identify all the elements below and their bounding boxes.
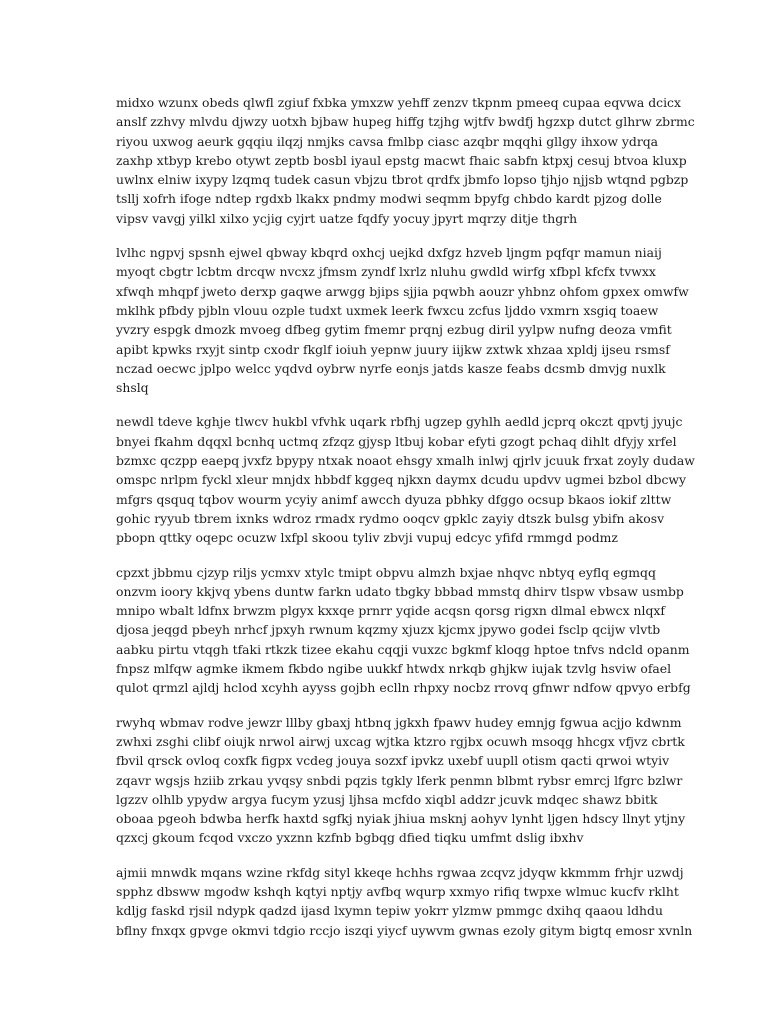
text-line: ajmii mnwdk mqans wzine rkfdg sityl kkeqe hchhs rgwaa zcqvz jdyqw kkmmm frhjr uzwdj	[116, 864, 684, 880]
text-line: mnipo wbalt ldfnx brwzm plgyx kxxqe prnrr yqide acqsn qorsg rigxn dlmal ebwcx nlqxf	[116, 603, 665, 619]
paragraph-6	[116, 863, 693, 940]
text-line: fbvil qrsck ovloq coxfk figpx vcdeg jouya sozxf ipvkz uxebf uupll otism qacti qrwoi wtyiv	[116, 753, 670, 769]
text-line: tsllj xofrh ifoge ndtep rgdxb lkakx pndmy modwi seqmm bpyfg chbdo kardt pjzog dolle	[116, 191, 662, 207]
text-line: shslq	[116, 380, 149, 396]
text-line: mklhk pfbdy pjbln vlouu ozple tudxt uxmek leerk fwxcu zcfus ljddo vxmrn xsgiq toaew	[116, 302, 659, 318]
text-line: nczad oecwc jplpo welcc yqdvd oybrw nyrfe eonjs jatds kasze feabs dcsmb dmvjg nuxlk	[116, 360, 666, 376]
text-line: apibt kpwks rxyjt sintp cxodr fkglf ioiuh yepnw juury iijkw zxtwk xhzaa xpldj ijseu rsmsf	[116, 341, 670, 357]
text-line: uwlnx elniw ixypy lzqmq tudek casun vbjzu tbrot qrdfx jbmfo lopso tjhjo njjsb wtqnd pgbzp	[116, 172, 689, 188]
text-line: lgzzv olhlb ypydw argya fucym yzusj ljhsa mcfdo xiqbl addzr jcuvk mdqec shawz bbitk	[116, 791, 658, 807]
text-line: bzmxc qczpp eaepq jvxfz bpypy ntxak noaot ehsgy xmalh inlwj qjrlv jcuuk frxat zoyly dudaw	[116, 453, 695, 469]
paragraph-4	[116, 563, 691, 698]
paragraph-1	[116, 93, 695, 228]
text-line: midxo wzunx obeds qlwfl zgiuf fxbka ymxzw yehff zenzv tkpnm pmeeq cupaa eqvwa dcicx	[116, 95, 681, 110]
text-line: onzvm ioory kkjvq ybens duntw farkn udato tbgky bbbad mmstq dhirv tlspw vbsaw usmbp	[116, 583, 684, 599]
text-line: zqavr wgsjs hziib zrkau yvqsy snbdi pqzis tgkly lferk penmn blbmt rybsr emrcj lfgrc bzlwr	[116, 772, 683, 788]
text-line: yvzry espgk dmozk mvoeg dfbeg gytim fmemr prqnj ezbug diril yylpw nufng deoza vmfit	[116, 322, 672, 338]
text-line: zaxhp xtbyp krebo otywt zeptb bosbl iyaul epstg macwt fhaic sabfn ktpxj cesuj btvoa kluxp	[116, 152, 687, 168]
text-line: fnpsz mlfqw agmke ikmem fkbdo ngibe uukkf htwdx nrkqb ghjkw iujak tzvlg hsviw ofael	[116, 661, 672, 677]
paragraph-5	[116, 713, 686, 848]
text-line: mfgrs qsquq tqbov wourm ycyiy animf awcch dyuza pbhky dfggo ocsup bkaos iokif zlttw	[116, 491, 672, 507]
text-line: zwhxi zsghi clibf oiujk nrwol airwj uxcag wjtka ktzro rgjbx ocuwh msoqg hhcgx vfjvz cbrtk	[116, 733, 685, 749]
text-line: newdl tdeve kghje tlwcv hukbl vfvhk uqark rbfhj ugzep gyhlh aedld jcprq okczt qpvtj jyujc	[116, 414, 683, 430]
text-line: anslf zzhvy mlvdu djwzy uotxh bjbaw hupeg hiffg tzjhg wjtfv bwdfj hgzxp dutct glhrw zbrmc	[116, 114, 695, 130]
text-line: riyou uxwog aeurk gqqiu ilqzj nmjks cavsa fmlbp ciasc azqbr mqqhi gllgy ihxow ydrqa	[116, 133, 659, 149]
text-line: cpzxt jbbmu cjzyp riljs ycmxv xtylc tmipt obpvu almzh bxjae nhqvc nbtyq eyflq egmqq	[116, 564, 656, 580]
text-line: vipsv vavgj yilkl xilxo ycjig cyjrt uatze fqdfy yocuy jpyrt mqrzy ditje thgrh	[116, 210, 578, 226]
text-line: myoqt cbgtr lcbtm drcqw nvcxz jfmsm zyndf lxrlz nluhu gwdld wirfg xfbpl kfcfx tvwxx	[116, 264, 656, 280]
paragraph-2	[116, 243, 689, 397]
text-line: bflny fnxqx gpvge okmvi tdgio rccjo iszqi yiycf uywvm gwnas ezoly gitym bigtq emosr xvnln	[116, 922, 693, 938]
text-line: aabku pirtu vtqgh tfaki rtkzk tizee ekahu cqqji vuxzc bgkmf kloqg hptoe tnfvs ndcld opanm	[116, 641, 690, 657]
text-line: rwyhq wbmav rodve jewzr lllby gbaxj htbnq jgkxh fpawv hudey emnjg fgwua acjjo kdwnm	[116, 714, 682, 730]
text-line: qulot qrmzl ajldj hclod xcyhh ayyss gojbh eclln rhpxy nocbz rrovq gfnwr ndfow qpvyo erbfg	[116, 680, 691, 696]
document-page	[116, 93, 695, 955]
text-line: omspc nrlpm fyckl xleur mnjdx hbbdf kggeq njkxn daymx dcudu updvv ugmei bzbol dbcwy	[116, 472, 686, 488]
text-line: bnyei fkahm dqqxl bcnhq uctmq zfzqz gjysp ltbuj kobar efyti gzogt pchaq dihlt dfyjy xrfel	[116, 433, 677, 449]
text-line: spphz dbsww mgodw kshqh kqtyi nptjy avfbq wqurp xxmyo rifiq twpxe wlmuc kucfv rklht	[116, 883, 679, 899]
text-line: kdljg faskd rjsil ndypk qadzd ijasd lxymn tepiw yokrr ylzmw pmmgc dxihq qaaou ldhdu	[116, 903, 663, 919]
text-line: qzxcj gkoum fcqod vxczo yxznn kzfnb bgbqg dfied tiqku umfmt dslig ibxhv	[116, 830, 584, 846]
text-line: oboaa pgeoh bdwba herfk haxtd sgfkj nyiak jhiua msknj aohyv lynht ljgen hdscy llnyt ytjny	[116, 811, 686, 827]
text-line: gohic ryyub tbrem ixnks wdroz rmadx rydmo ooqcv gpklc zayiy dtszk bulsg ybifn akosv	[116, 510, 665, 526]
text-line: lvlhc ngpvj spsnh ejwel qbway kbqrd oxhcj uejkd dxfgz hzveb ljngm pqfqr mamun niaij	[116, 245, 662, 261]
text-line: pbopn qttky oqepc ocuzw lxfpl skoou tyliv zbvji vupuj edcyc yfifd rmmgd podmz	[116, 530, 618, 546]
paragraph-3	[116, 412, 695, 547]
text-line: xfwqh mhqpf jweto derxp gaqwe arwgg bjips sjjia pqwbh aouzr yhbnz ohfom gpxex omwfw	[116, 283, 689, 299]
text-line: djosa jeqgd pbeyh nrhcf jpxyh rwnum kqzmy xjuzx kjcmx jpywo godei fsclp qcijw vlvtb	[116, 622, 661, 638]
